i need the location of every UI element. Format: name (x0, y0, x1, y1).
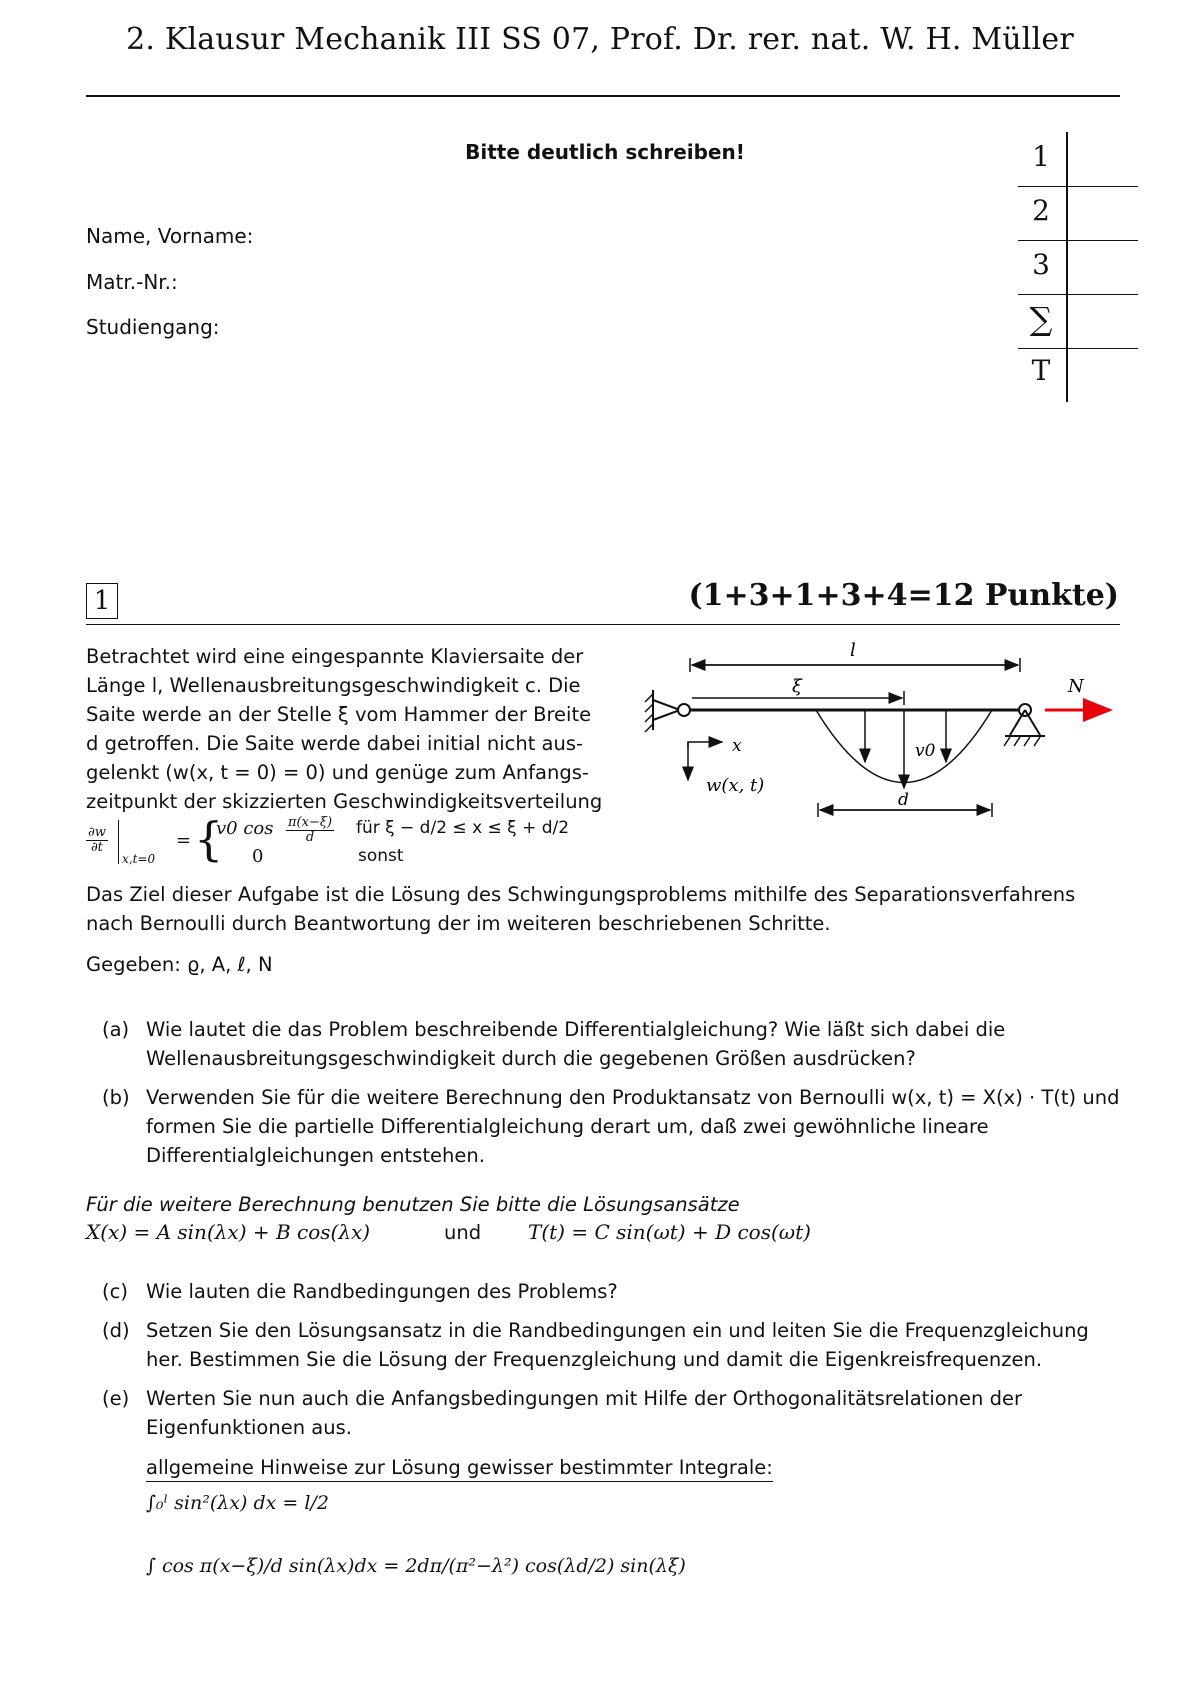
hints-title: allgemeine Hinweise zur Lösung gewisser bestimmter Integrale: (146, 1456, 773, 1482)
integral-hint-2: ∫ cos π(x−ξ)/d sin(λx)dx = 2dπ/(π²−λ²) cos(λd/2) sin(λξ) (146, 1555, 686, 1577)
question-tag: (d) (102, 1319, 130, 1342)
intro-line: zeitpunkt der skizzierten Geschwindigkeitsverteilung (86, 790, 603, 813)
intro-line: Betrachtet wird eine eingespannte Klaviersaite der (86, 645, 584, 668)
velocity-condition (86, 812, 626, 874)
evaluation-bar (118, 820, 119, 864)
label-x: x (732, 736, 742, 756)
case1-fraction-denominator: d (305, 830, 315, 845)
given-quantities: Gegeben: ϱ, A, ℓ, N (86, 953, 273, 976)
question-list-ce (86, 1277, 1126, 1452)
label-xi: ξ (792, 676, 802, 697)
score-row-total: T (1031, 354, 1051, 387)
score-row-1: 1 (1032, 140, 1050, 173)
question-list-ab (86, 1015, 1126, 1180)
score-row-3: 3 (1032, 248, 1050, 281)
section-points: (1+3+1+3+4=12 Punkte) (688, 578, 1119, 613)
score-row-sum: ∑ (1029, 300, 1053, 338)
score-row-separator (1018, 348, 1138, 349)
intro-paragraph (86, 642, 646, 816)
score-row-separator (1018, 186, 1138, 187)
integral-hint-1: ∫₀ˡ sin²(λx) dx = l/2 (146, 1492, 329, 1514)
score-row-2: 2 (1032, 194, 1050, 227)
case1-fraction (286, 816, 334, 845)
section-number: 1 (86, 583, 118, 619)
intro-line: Länge l, Wellenausbreitungsgeschwindigkeit c. Die (86, 674, 581, 697)
question-tag: (a) (102, 1018, 130, 1041)
question-d (86, 1316, 1126, 1374)
score-table-divider (1066, 132, 1068, 402)
studiengang-field-label: Studiengang: (86, 315, 220, 339)
case1-fraction-numerator: π(x−ξ) (288, 815, 333, 830)
score-table (1018, 132, 1138, 402)
question-e (86, 1384, 1126, 1442)
case2-value: 0 (252, 846, 264, 867)
case1-value: v0 cos (216, 818, 274, 839)
section-rule (86, 624, 1120, 625)
string-sketch (640, 630, 1120, 840)
score-row-separator (1018, 240, 1138, 241)
intro-line: Saite werde an der Stelle ξ vom Hammer der Breite (86, 703, 592, 726)
intro-line: d getroffen. Die Saite werde dabei initial nicht aus- (86, 732, 584, 755)
case1-condition: für ξ − d/2 ≤ x ≤ ξ + d/2 (356, 818, 570, 838)
score-row-separator (1018, 294, 1138, 295)
question-a (86, 1015, 1126, 1073)
case2-condition: sonst (358, 846, 404, 866)
matrikel-field-label: Matr.-Nr.: (86, 270, 178, 294)
derivative-denominator: ∂t (90, 840, 103, 855)
ansatz-T: T(t) = C sin(ωt) + D cos(ωt) (528, 1220, 811, 1244)
partial-derivative (86, 826, 108, 855)
question-text: Setzen Sie den Lösungsansatz in die Randbedingungen ein und leiten Sie die Frequenzgleichung her. Bestimmen Sie die Lösung der Frequenzgleichung und damit die Eigenkreisfrequenzen. (146, 1319, 1089, 1371)
question-tag: (c) (102, 1280, 128, 1303)
label-d: d (898, 790, 909, 810)
derivative-numerator: ∂w (88, 825, 106, 840)
cases-brace: { (194, 812, 224, 866)
ansatz-and: und (444, 1221, 482, 1244)
ansatz-intro: Für die weitere Berechnung benutzen Sie bitte die Lösungsansätze (86, 1193, 740, 1216)
goal-line: nach Bernoulli durch Beantwortung der im weiteren beschriebenen Schritte. (86, 912, 831, 935)
question-tag: (b) (102, 1086, 130, 1109)
intro-line: gelenkt (w(x, t = 0) = 0) und genüge zum Anfangs- (86, 761, 589, 784)
label-l: l (850, 640, 856, 661)
label-N: N (1068, 676, 1084, 697)
label-w: w(x, t) (706, 775, 765, 796)
goal-line: Das Ziel dieser Aufgabe ist die Lösung des Schwingungsproblems mithilfe des Separationsverfahrens (86, 883, 1076, 906)
question-text: Wie lauten die Randbedingungen des Problems? (146, 1280, 618, 1303)
left-pin-support (645, 690, 690, 732)
question-text: Wie lautet die das Problem beschreibende Differentialgleichung? Wie läßt sich dabei die Wellenausbreitungsgeschwindigkeit durch die gegebenen Größen ausdrücken? (146, 1018, 1006, 1070)
goal-paragraph (86, 880, 1126, 938)
question-tag: (e) (102, 1387, 130, 1410)
label-v0: v0 (915, 741, 936, 761)
equals-sign: = (176, 830, 192, 851)
question-text: Verwenden Sie für die weitere Berechnung den Produktansatz von Bernoulli w(x, t) = X(x) · T(t) und formen Sie die partielle Differentialgleichung derart um, daß zwei gewöhnliche lineare Differentialgleichungen entstehen. (146, 1086, 1120, 1167)
question-b (86, 1083, 1126, 1170)
write-clearly-notice: Bitte deutlich schreiben! (465, 140, 745, 164)
question-c (86, 1277, 1126, 1306)
title-rule (86, 95, 1120, 97)
exam-title: 2. Klausur Mechanik III SS 07, Prof. Dr. rer. nat. W. H. Müller (126, 22, 1074, 57)
ansatz-X: X(x) = A sin(λx) + B cos(λx) (86, 1220, 371, 1244)
name-field-label: Name, Vorname: (86, 224, 254, 248)
question-text: Werten Sie nun auch die Anfangsbedingungen mit Hilfe der Orthogonalitätsrelationen der Eigenfunktionen aus. (146, 1387, 1022, 1439)
evaluation-subscript: x,t=0 (122, 852, 156, 866)
